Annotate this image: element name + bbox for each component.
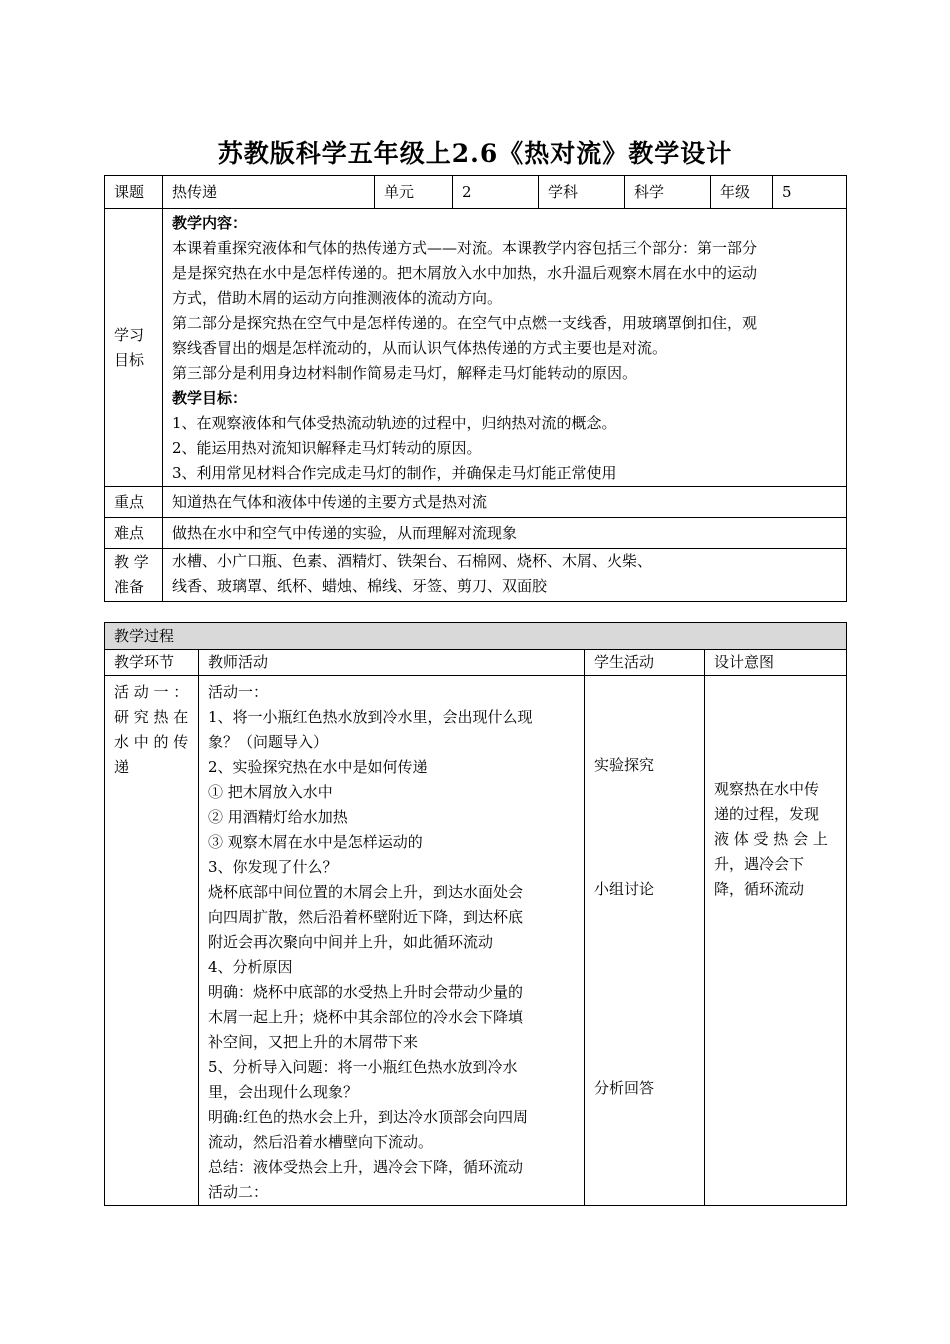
prep-label-line2: 准备 — [114, 578, 145, 596]
goals-label-line1: 学习 — [114, 325, 145, 344]
stage-line: 研 究 热 在 — [114, 708, 189, 726]
col-student: 学生活动 — [585, 650, 705, 676]
objectives-heading: 教学目标： — [172, 389, 248, 407]
student-activity-cell — [585, 676, 705, 1206]
stage-line: 水 中 的 传 — [114, 733, 189, 751]
prep-line: 线香、玻璃罩、纸杯、蜡烛、棉线、牙签、剪刀、双面胶 — [172, 577, 548, 595]
grade-label: 年级 — [711, 176, 773, 209]
intent-line: 降，循环流动 — [714, 880, 805, 898]
teacher-line: ① 把木屑放入水中 — [208, 783, 333, 801]
stage-line: 活 动 一 ： — [114, 683, 189, 701]
lesson-info-table — [104, 175, 847, 602]
difficulty-label: 难点 — [105, 518, 163, 549]
teacher-line: 4、分析原因 — [208, 958, 293, 976]
content-heading: 教学内容： — [172, 214, 248, 232]
goals-content — [163, 209, 847, 487]
teacher-line: ② 用酒精灯给水加热 — [208, 808, 348, 826]
teacher-line: 烧杯底部中间位置的木屑会上升，到达水面处会 — [208, 883, 524, 901]
objective-item: 3、利用常见材料合作完成走马灯的制作，并确保走马灯能正常使用 — [172, 464, 617, 482]
content-line: 方式，借助木屑的运动方向推测液体的流动方向。 — [172, 289, 503, 307]
teacher-activity-cell — [199, 676, 585, 1206]
discipline-value: 科学 — [625, 176, 711, 209]
key-label: 重点 — [105, 487, 163, 518]
intent-line: 观察热在水中传 — [714, 780, 820, 798]
teacher-line: 活动一： — [208, 683, 269, 701]
intent-line: 升，遇冷会下 — [714, 855, 805, 873]
student-activity: 实验探究 — [594, 756, 655, 774]
teacher-line: 总结：液体受热会上升，遇冷会下降，循环流动 — [208, 1158, 524, 1176]
col-teacher: 教师活动 — [199, 650, 585, 676]
subject-value: 热传递 — [163, 176, 375, 209]
intent-line: 递的过程，发现 — [714, 805, 820, 823]
teacher-line: 明确:红色的热水会上升，到达冷水顶部会向四周 — [208, 1108, 529, 1126]
teacher-line: 补空间，又把上升的木屑带下来 — [208, 1033, 419, 1051]
unit-label: 单元 — [375, 176, 453, 209]
stage-cell — [105, 676, 199, 1206]
teacher-line: 2、实验探究热在水中是如何传递 — [208, 758, 428, 776]
teacher-line: 象？（问题导入） — [208, 733, 329, 751]
content-line: 第三部分是利用身边材料制作简易走马灯，解释走马灯能转动的原因。 — [172, 364, 638, 382]
prep-value — [163, 549, 847, 602]
stage-line: 递 — [114, 758, 130, 776]
content-line: 本课着重探究液体和气体的热传递方式——对流。本课教学内容包括三个部分：第一部分 — [172, 239, 758, 257]
content-line: 察线香冒出的烟是怎样流动的，从而认识气体热传递的方式主要也是对流。 — [172, 339, 668, 357]
process-header: 教学过程 — [105, 623, 847, 650]
teacher-line: 向四周扩散，然后沿着杯壁附近下降，到达杯底 — [208, 908, 524, 926]
document-title: 苏教版科学五年级上2.6《热对流》教学设计 — [217, 139, 733, 168]
teacher-line: 5、分析导入问题：将一小瓶红色热水放到冷水 — [208, 1058, 518, 1076]
prep-label-line1: 教 学 — [114, 553, 149, 571]
teacher-line: 1、将一小瓶红色热水放到冷水里，会出现什么现 — [208, 708, 533, 726]
teacher-line: 里，会出现什么现象？ — [208, 1083, 359, 1101]
objective-item: 1、在观察液体和气体受热流动轨迹的过程中，归纳热对流的概念。 — [172, 414, 617, 432]
student-activity: 小组讨论 — [594, 880, 655, 898]
unit-value: 2 — [453, 176, 539, 209]
teacher-line: 活动二： — [208, 1183, 269, 1201]
col-stage: 教学环节 — [105, 650, 199, 676]
teacher-line: ③ 观察木屑在水中是怎样运动的 — [208, 833, 423, 851]
key-value: 知道热在气体和液体中传递的主要方式是热对流 — [163, 487, 847, 518]
goals-label-line2: 目标 — [114, 350, 145, 369]
objective-item: 2、能运用热对流知识解释走马灯转动的原因。 — [172, 439, 482, 457]
teacher-line: 明确：烧杯中底部的水受热上升时会带动少量的 — [208, 983, 524, 1001]
discipline-label: 学科 — [539, 176, 625, 209]
content-line: 是是探究热在水中是怎样传递的。把木屑放入水中加热，水升温后观察木屑在水中的运动 — [172, 264, 758, 282]
prep-line: 水槽、小广口瓶、色素、酒精灯、铁架台、石棉网、烧杯、木屑、火柴、 — [172, 552, 653, 570]
intent-line: 液 体 受 热 会 上 — [714, 830, 828, 848]
teacher-line: 木屑一起上升；烧杯中其余部位的冷水会下降填 — [208, 1008, 524, 1026]
student-activity: 分析回答 — [594, 1079, 655, 1097]
content-line: 第二部分是探究热在空气中是怎样传递的。在空气中点燃一支线香，用玻璃罩倒扣住，观 — [172, 314, 758, 332]
goals-label — [105, 209, 163, 487]
col-intent: 设计意图 — [705, 650, 847, 676]
design-intent-cell — [705, 676, 847, 1206]
grade-value: 5 — [773, 176, 847, 209]
prep-label — [105, 549, 163, 602]
teacher-line: 流动，然后沿着水槽壁向下流动。 — [208, 1133, 434, 1151]
teacher-line: 附近会再次聚向中间并上升，如此循环流动 — [208, 933, 494, 951]
subject-label: 课题 — [105, 176, 163, 209]
teaching-process-table — [104, 622, 847, 1206]
teacher-line: 3、你发现了什么？ — [208, 858, 338, 876]
difficulty-value: 做热在水中和空气中传递的实验，从而理解对流现象 — [163, 518, 847, 549]
